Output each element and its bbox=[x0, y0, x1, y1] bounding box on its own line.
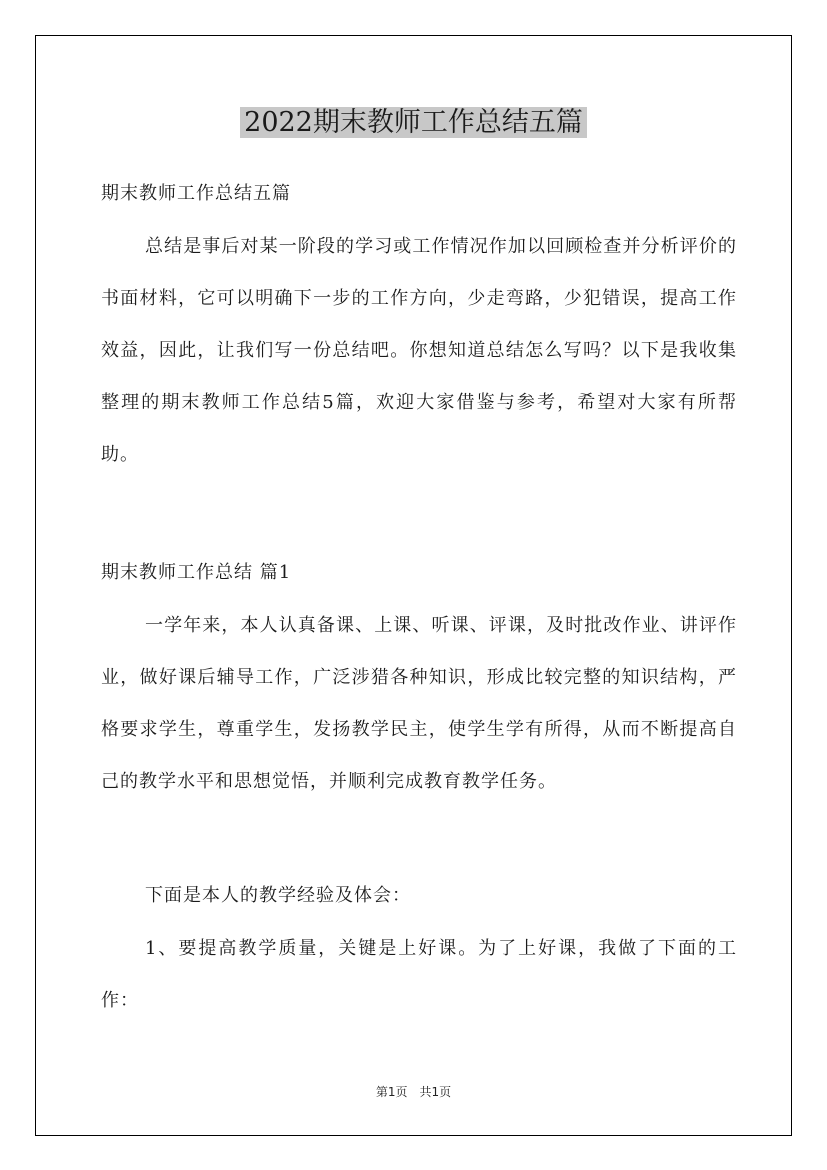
document-title-text: 2022期末教师工作总结五篇 bbox=[240, 107, 587, 138]
section-paragraph-1: 一学年来，本人认真备课、上课、听课、评课，及时批改作业、讲评作业，做好课后辅导工作，广泛涉猎各种知识，形成比较完整的知识结构，严格要求学生，尊重学生，发扬教学民主，使学生学有所得，从而不断提高自己的教学水平和思想觉悟，并顺利完成教育教学任务。 bbox=[101, 615, 737, 792]
document-subtitle: 期末教师工作总结五篇 bbox=[101, 183, 291, 204]
page-number-current: 第1页 bbox=[375, 1085, 408, 1099]
section-paragraph-2: 下面是本人的教学经验及体会： bbox=[145, 885, 411, 906]
page-number-total: 共1页 bbox=[419, 1085, 452, 1099]
section-paragraph-3: 1、要提高教学质量，关键是上好课。为了上好课，我做了下面的工作： bbox=[101, 938, 737, 1011]
intro-paragraph: 总结是事后对某一阶段的学习或工作情况作加以回顾检查并分析评价的书面材料，它可以明确下一步的工作方向，少走弯路，少犯错误，提高工作效益，因此，让我们写一份总结吧。你想知道总结怎么写吗？以下是我收集整理的期末教师工作总结5篇，欢迎大家借鉴与参考，希望对大家有所帮助。 bbox=[101, 236, 737, 465]
document-title bbox=[0, 104, 827, 142]
section-heading: 期末教师工作总结 篇1 bbox=[101, 562, 292, 583]
page-footer bbox=[0, 1084, 827, 1100]
